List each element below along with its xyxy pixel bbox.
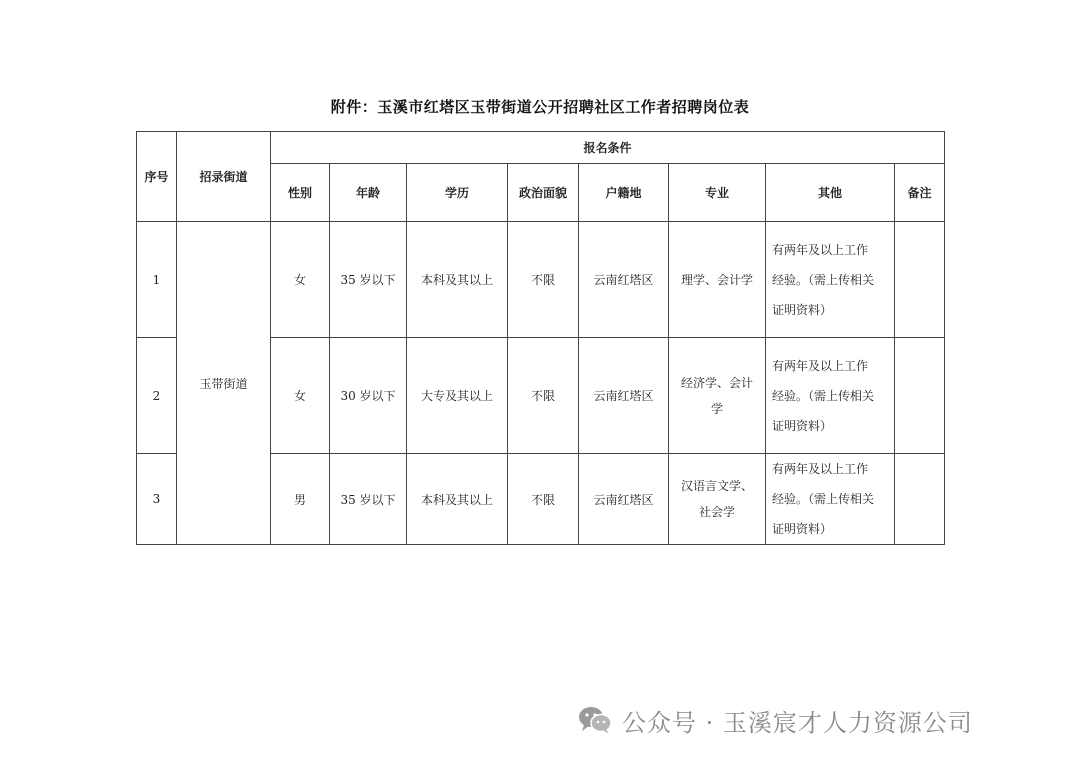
major-line: 经济学、会计	[680, 375, 753, 390]
cell-other	[766, 222, 895, 338]
cell-household: 云南红塔区	[579, 454, 669, 545]
major-line: 理学、会计学	[680, 272, 753, 287]
header-political: 政治面貌	[508, 164, 579, 222]
cell-political: 不限	[508, 454, 579, 545]
cell-household: 云南红塔区	[579, 338, 669, 454]
header-education: 学历	[407, 164, 508, 222]
header-age: 年龄	[330, 164, 407, 222]
watermark-text: 公众号 · 玉溪宸才人力资源公司	[622, 708, 973, 737]
major-line: 学	[710, 401, 723, 416]
other-line: 经验。（需上传相关	[772, 492, 875, 506]
other-line: 证明资料）	[772, 302, 833, 317]
cell-gender: 女	[271, 222, 330, 338]
cell-household: 云南红塔区	[579, 222, 669, 338]
other-line: 经验。（需上传相关	[772, 388, 875, 403]
header-conditions: 报名条件	[271, 132, 945, 164]
other-line: 有两年及以上工作	[772, 242, 869, 257]
cell-major	[669, 222, 766, 338]
cell-remarks	[895, 222, 945, 338]
other-line: 证明资料）	[772, 522, 833, 536]
cell-other	[766, 338, 895, 454]
other-line: 证明资料）	[772, 418, 833, 433]
cell-age: 35 岁以下	[330, 222, 407, 338]
cell-street: 玉带街道	[177, 222, 271, 545]
cell-seq: 2	[137, 338, 177, 454]
other-line: 有两年及以上工作	[772, 358, 869, 373]
cell-education: 大专及其以上	[407, 338, 508, 454]
other-line: 经验。（需上传相关	[772, 272, 875, 287]
cell-education: 本科及其以上	[407, 222, 508, 338]
major-line: 汉语言文学、	[680, 479, 753, 493]
header-remarks: 备注	[895, 164, 945, 222]
cell-other	[766, 454, 895, 545]
cell-remarks	[895, 454, 945, 545]
cell-gender: 女	[271, 338, 330, 454]
header-row-top	[137, 132, 945, 164]
cell-political: 不限	[508, 222, 579, 338]
cell-political: 不限	[508, 338, 579, 454]
cell-major	[669, 454, 766, 545]
header-other: 其他	[766, 164, 895, 222]
cell-education: 本科及其以上	[407, 454, 508, 545]
header-seq: 序号	[137, 132, 177, 222]
cell-seq: 1	[137, 222, 177, 338]
page-title: 附件：玉溪市红塔区玉带街道公开招聘社区工作者招聘岗位表	[330, 98, 750, 116]
recruitment-table	[136, 131, 945, 545]
watermark	[578, 700, 973, 740]
table-row	[137, 222, 945, 338]
header-major: 专业	[669, 164, 766, 222]
cell-remarks	[895, 338, 945, 454]
header-street: 招录街道	[177, 132, 271, 222]
cell-age: 35 岁以下	[330, 454, 407, 545]
header-household: 户籍地	[579, 164, 669, 222]
header-gender: 性别	[271, 164, 330, 222]
cell-age: 30 岁以下	[330, 338, 407, 454]
wechat-icon	[578, 705, 612, 735]
cell-major	[669, 338, 766, 454]
major-line: 社会学	[698, 505, 735, 519]
other-line: 有两年及以上工作	[772, 462, 869, 476]
cell-gender: 男	[271, 454, 330, 545]
cell-seq: 3	[137, 454, 177, 545]
